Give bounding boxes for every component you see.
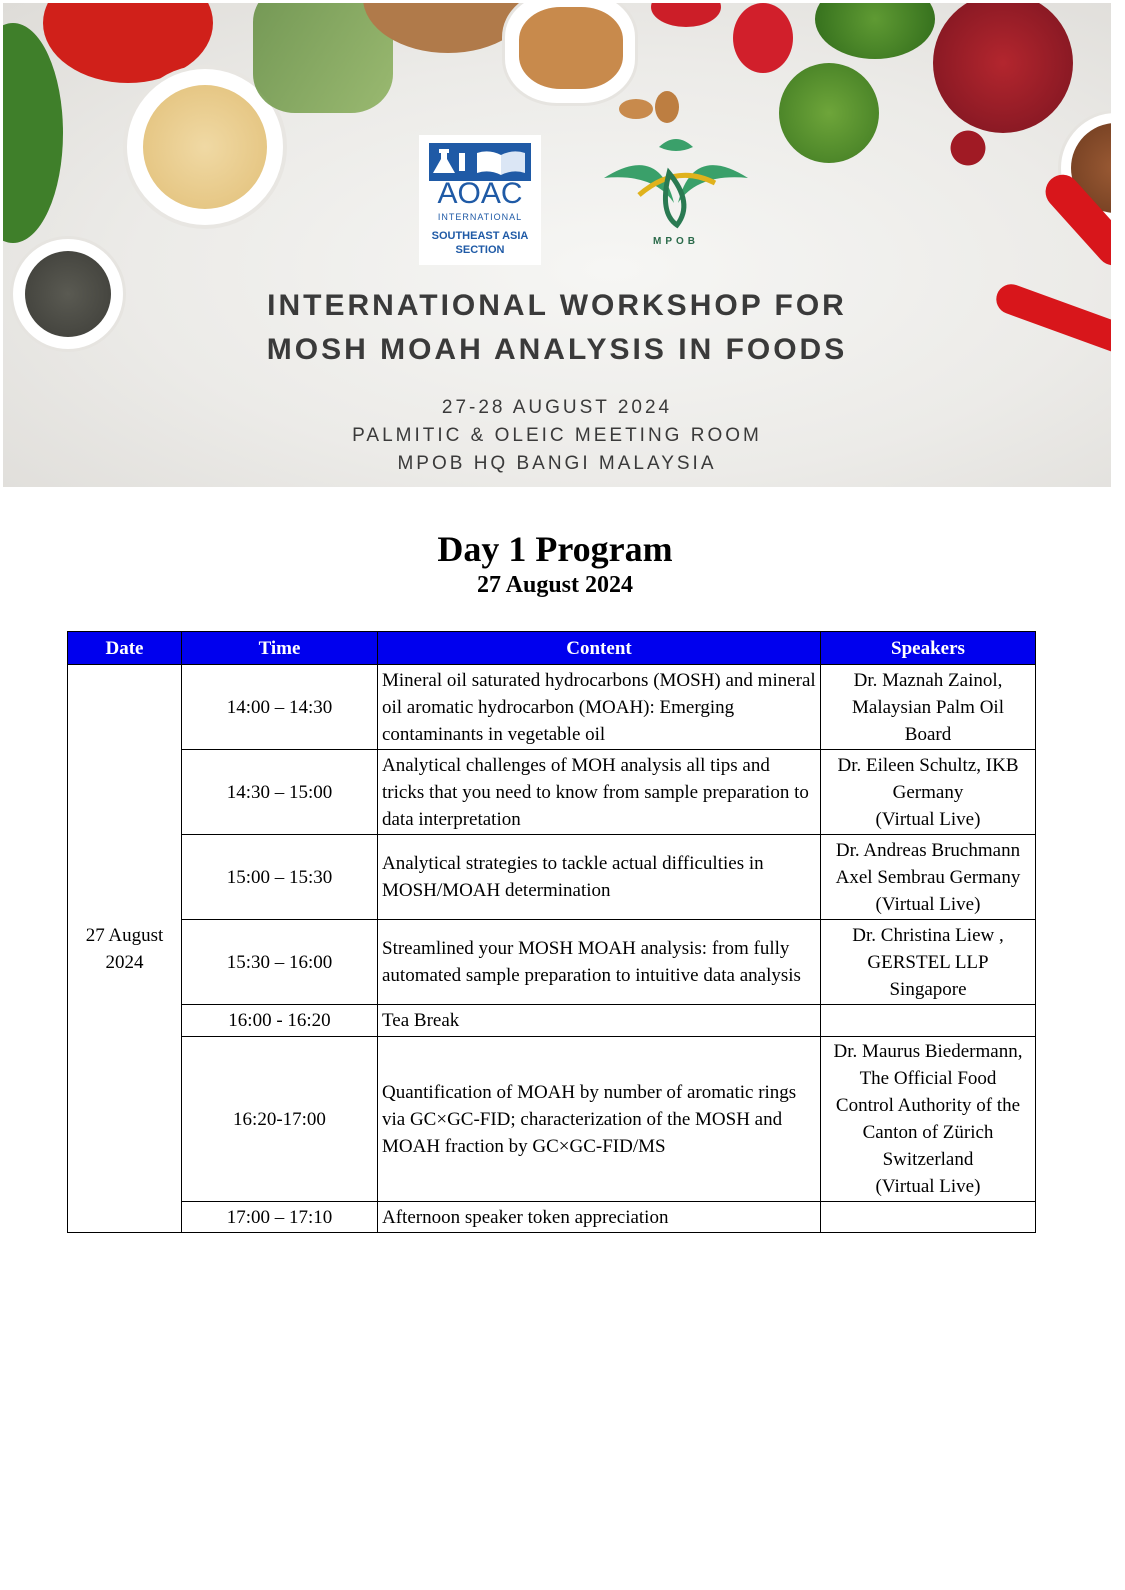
content-cell: Streamlined your MOSH MOAH analysis: from fully automated sample preparation to intuitive data analysis <box>378 920 821 1005</box>
workshop-venue: PALMITIC & OLEIC MEETING ROOM <box>352 425 762 446</box>
strawberry-decoration <box>733 3 793 73</box>
workshop-dates: 27-28 AUGUST 2024 <box>441 397 673 418</box>
program-title: Day 1 Program <box>437 529 673 569</box>
speaker-cell <box>821 1005 1036 1037</box>
almond-decoration <box>655 91 679 123</box>
speaker-cell <box>821 665 1036 750</box>
speaker-cell <box>821 1202 1036 1233</box>
aoac-logo <box>419 135 541 265</box>
time-cell: 15:30 – 16:00 <box>182 920 378 1005</box>
aoac-logo-region: SOUTHEAST ASIA <box>431 230 529 242</box>
speaker-line: (Virtual Live) <box>875 808 981 830</box>
date-cell-year: 2024 <box>105 951 144 973</box>
speaker-cell <box>821 920 1036 1005</box>
mpob-logo <box>599 133 753 253</box>
header-speakers: Speakers <box>821 632 1036 665</box>
header-time: Time <box>182 632 378 665</box>
table-row <box>68 750 1036 835</box>
speaker-line: The Official Food <box>859 1068 997 1089</box>
speaker-line: Dr. Andreas Bruchmann <box>835 839 1021 861</box>
table-row <box>68 1202 1036 1233</box>
speaker-line: (Virtual Live) <box>875 893 981 915</box>
pomegranate-decoration <box>933 3 1073 133</box>
speaker-cell <box>821 835 1036 920</box>
header-banner <box>3 3 1111 487</box>
time-cell: 14:30 – 15:00 <box>182 750 378 835</box>
table-row <box>68 665 1036 750</box>
almonds-decoration <box>519 7 623 89</box>
broccoli-decoration <box>779 63 879 163</box>
speaker-line: Control Authority of the <box>835 1095 1021 1116</box>
speaker-line: Dr. Christina Liew , <box>852 924 1004 946</box>
mpob-logo-wordmark: MPOB <box>653 236 699 247</box>
program-table <box>67 631 1036 1233</box>
time-cell: 14:00 – 14:30 <box>182 665 378 750</box>
speaker-line: (Virtual Live) <box>875 1176 981 1197</box>
speaker-line: GERSTEL LLP <box>867 951 989 973</box>
chickpeas-decoration <box>143 85 267 209</box>
program-date: 27 August 2024 <box>476 572 634 598</box>
aoac-logo-international: INTERNATIONAL <box>437 212 523 222</box>
date-cell <box>68 665 182 1233</box>
workshop-title-line1: INTERNATIONAL WORKSHOP FOR <box>267 289 847 322</box>
table-row <box>68 1037 1036 1202</box>
time-cell: 15:00 – 15:30 <box>182 835 378 920</box>
time-cell: 17:00 – 17:10 <box>182 1202 378 1233</box>
time-cell: 16:20-17:00 <box>182 1037 378 1202</box>
speaker-cell <box>821 1037 1036 1202</box>
speaker-line: Board <box>904 723 952 745</box>
table-row <box>68 920 1036 1005</box>
content-cell: Analytical challenges of MOH analysis all tips and tricks that you need to know from sample preparation to data interpretation <box>378 750 821 835</box>
speaker-line: Dr. Maznah Zainol, <box>853 669 1003 691</box>
speaker-line: Germany <box>892 781 964 803</box>
aoac-logo-section-word: SECTION <box>455 244 505 256</box>
speaker-line: Malaysian Palm Oil <box>852 696 1004 718</box>
content-cell: Mineral oil saturated hydrocarbons (MOSH) and mineral oil aromatic hydrocarbon (MOAH): Emerging contaminants in vegetable oil <box>378 665 821 750</box>
content-cell: Analytical strategies to tackle actual difficulties in MOSH/MOAH determination <box>378 835 821 920</box>
content-cell: Afternoon speaker token appreciation <box>378 1202 821 1233</box>
table-header-row <box>68 632 1036 665</box>
table-row <box>68 835 1036 920</box>
date-cell-day: 27 August <box>85 924 164 946</box>
speaker-line: Singapore <box>889 978 967 1000</box>
speaker-line: Dr. Maurus Biedermann, <box>833 1041 1023 1062</box>
mpob-emblem-icon <box>599 133 753 233</box>
content-cell: Tea Break <box>378 1005 821 1037</box>
almond-decoration <box>619 99 653 119</box>
aoac-logo-section <box>419 229 541 257</box>
speaker-line: Dr. Eileen Schultz, IKB <box>837 754 1019 776</box>
header-content: Content <box>378 632 821 665</box>
strawberry-decoration <box>651 3 721 27</box>
workshop-location: MPOB HQ BANGI MALAYSIA <box>397 453 717 474</box>
broccoli-decoration <box>815 3 935 59</box>
aoac-logo-wordmark: AOAC <box>437 177 523 210</box>
workshop-title-line2: MOSH MOAH ANALYSIS IN FOODS <box>266 333 848 366</box>
table-row <box>68 1005 1036 1037</box>
pomegranate-seeds-decoration <box>933 123 1003 173</box>
aoac-lab-book-icon <box>429 143 531 181</box>
header-date: Date <box>68 632 182 665</box>
speaker-line: Switzerland <box>882 1149 974 1170</box>
speaker-line: Canton of Zürich <box>862 1122 994 1143</box>
content-cell: Quantification of MOAH by number of aromatic rings via GC×GC-FID; characterization of the MOSH and MOAH fraction by GC×GC-FID/MS <box>378 1037 821 1202</box>
speaker-cell <box>821 750 1036 835</box>
speaker-line: Axel Sembrau Germany <box>835 866 1021 888</box>
time-cell: 16:00 - 16:20 <box>182 1005 378 1037</box>
spinach-leaves-decoration <box>3 23 63 243</box>
